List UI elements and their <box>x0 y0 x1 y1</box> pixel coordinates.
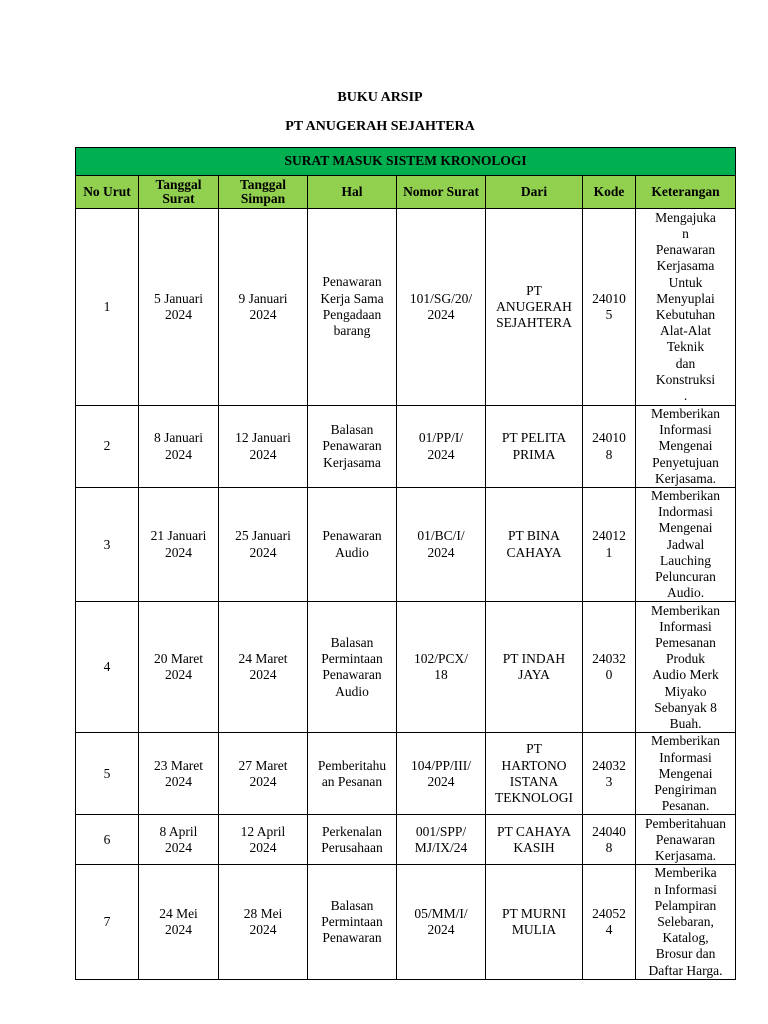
cell-nomor-surat: 104/PP/III/ 2024 <box>397 733 486 815</box>
cell-keterangan: Mengajuka n Penawaran Kerjasama Untuk Menyuplai Kebutuhan Alat-Alat Teknik dan Konstruksi . <box>636 209 736 406</box>
cell-kode: 24010 8 <box>583 406 636 488</box>
cell-no: 7 <box>76 865 139 979</box>
table-row <box>76 488 736 602</box>
header-hal: Hal <box>308 176 397 209</box>
cell-hal: Penawaran Audio <box>308 488 397 602</box>
cell-no: 4 <box>76 602 139 733</box>
cell-keterangan: Memberika n Informasi Pelampiran Selebaran, Katalog, Brosur dan Daftar Harga. <box>636 865 736 979</box>
cell-tanggal-surat: 23 Maret 2024 <box>139 733 219 815</box>
cell-tanggal-surat: 8 Januari 2024 <box>139 406 219 488</box>
cell-tanggal-surat: 24 Mei 2024 <box>139 865 219 979</box>
cell-nomor-surat: 05/MM/I/ 2024 <box>397 865 486 979</box>
cell-no: 6 <box>76 815 139 865</box>
cell-keterangan: Memberikan Informasi Mengenai Pengiriman Pesanan. <box>636 733 736 815</box>
table-banner: SURAT MASUK SISTEM KRONOLOGI <box>76 148 736 176</box>
cell-nomor-surat: 001/SPP/ MJ/IX/24 <box>397 815 486 865</box>
cell-dari: PT PELITA PRIMA <box>486 406 583 488</box>
cell-hal: Balasan Permintaan Penawaran <box>308 865 397 979</box>
cell-tanggal-surat: 20 Maret 2024 <box>139 602 219 733</box>
cell-keterangan: Memberikan Informasi Mengenai Penyetujuan Kerjasama. <box>636 406 736 488</box>
cell-tanggal-simpan: 9 Januari 2024 <box>219 209 308 406</box>
cell-hal: Pemberitahu an Pesanan <box>308 733 397 815</box>
cell-no: 1 <box>76 209 139 406</box>
cell-dari: PT ANUGERAH SEJAHTERA <box>486 209 583 406</box>
header-tanggal-simpan: Tanggal Simpan <box>219 176 308 209</box>
cell-hal: Balasan Penawaran Kerjasama <box>308 406 397 488</box>
cell-kode: 24012 1 <box>583 488 636 602</box>
header-keterangan: Keterangan <box>636 176 736 209</box>
cell-kode: 24040 8 <box>583 815 636 865</box>
cell-kode: 24032 3 <box>583 733 636 815</box>
header-no-urut: No Urut <box>76 176 139 209</box>
cell-tanggal-simpan: 28 Mei 2024 <box>219 865 308 979</box>
cell-dari: PT CAHAYA KASIH <box>486 815 583 865</box>
cell-kode: 24032 0 <box>583 602 636 733</box>
table-row <box>76 815 736 865</box>
cell-kode: 24052 4 <box>583 865 636 979</box>
company-name: PT ANUGERAH SEJAHTERA <box>285 119 475 134</box>
cell-dari: PT HARTONO ISTANA TEKNOLOGI <box>486 733 583 815</box>
cell-tanggal-simpan: 24 Maret 2024 <box>219 602 308 733</box>
cell-tanggal-simpan: 25 Januari 2024 <box>219 488 308 602</box>
archive-table <box>75 147 736 980</box>
cell-nomor-surat: 101/SG/20/ 2024 <box>397 209 486 406</box>
table-row <box>76 865 736 979</box>
cell-keterangan: Pemberitahuan Penawaran Kerjasama. <box>636 815 736 865</box>
cell-dari: PT BINA CAHAYA <box>486 488 583 602</box>
table-row <box>76 733 736 815</box>
cell-nomor-surat: 01/BC/I/ 2024 <box>397 488 486 602</box>
header-nomor-surat: Nomor Surat <box>397 176 486 209</box>
cell-no: 2 <box>76 406 139 488</box>
cell-tanggal-simpan: 27 Maret 2024 <box>219 733 308 815</box>
cell-dari: PT MURNI MULIA <box>486 865 583 979</box>
cell-no: 5 <box>76 733 139 815</box>
cell-tanggal-surat: 21 Januari 2024 <box>139 488 219 602</box>
table-row <box>76 209 736 406</box>
document-title: BUKU ARSIP <box>337 90 423 105</box>
table-row <box>76 602 736 733</box>
cell-hal: Balasan Permintaan Penawaran Audio <box>308 602 397 733</box>
table-header-row <box>76 176 736 209</box>
table-row <box>76 406 736 488</box>
cell-nomor-surat: 102/PCX/ 18 <box>397 602 486 733</box>
cell-hal: Perkenalan Perusahaan <box>308 815 397 865</box>
cell-hal: Penawaran Kerja Sama Pengadaan barang <box>308 209 397 406</box>
header-tanggal-surat: Tanggal Surat <box>139 176 219 209</box>
cell-keterangan: Memberikan Indormasi Mengenai Jadwal Lauching Peluncuran Audio. <box>636 488 736 602</box>
cell-no: 3 <box>76 488 139 602</box>
cell-tanggal-simpan: 12 April 2024 <box>219 815 308 865</box>
cell-tanggal-surat: 8 April 2024 <box>139 815 219 865</box>
cell-kode: 24010 5 <box>583 209 636 406</box>
cell-tanggal-simpan: 12 Januari 2024 <box>219 406 308 488</box>
cell-tanggal-surat: 5 Januari 2024 <box>139 209 219 406</box>
header-dari: Dari <box>486 176 583 209</box>
cell-nomor-surat: 01/PP/I/ 2024 <box>397 406 486 488</box>
cell-dari: PT INDAH JAYA <box>486 602 583 733</box>
header-kode: Kode <box>583 176 636 209</box>
cell-keterangan: Memberikan Informasi Pemesanan Produk Audio Merk Miyako Sebanyak 8 Buah. <box>636 602 736 733</box>
